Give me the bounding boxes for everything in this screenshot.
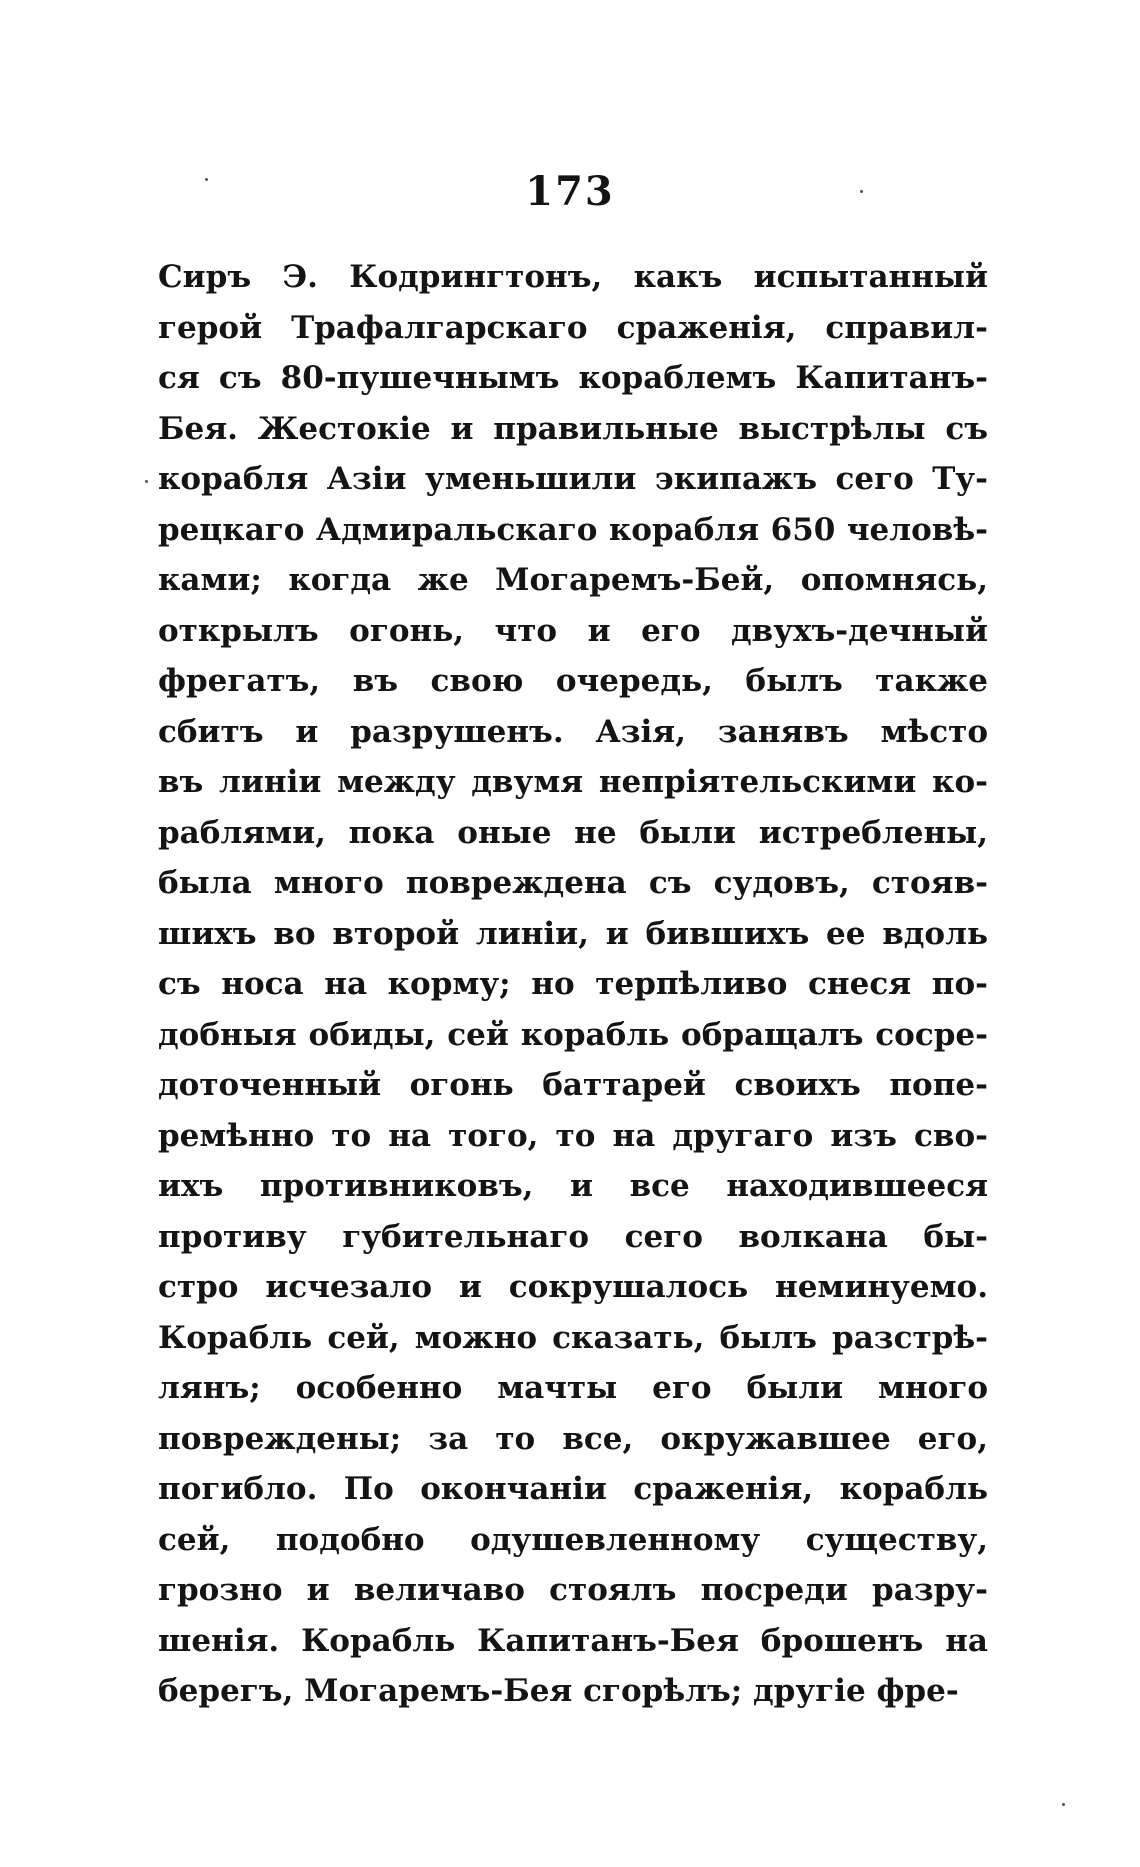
text-line: лянъ; особенно мачты его были много (158, 1370, 988, 1406)
text-line: герой Трафалгарскаго сраженія, справил- (158, 309, 988, 346)
text-line: ками; когда же Могаремъ-Бей, опомнясь, (158, 562, 988, 598)
print-speck (145, 480, 148, 483)
text-line: ся съ 80-пушечнымъ кораблемъ Капитанъ- (158, 360, 988, 396)
text-line: Корабль сей, можно сказать, былъ разстрѣ- (158, 1319, 988, 1356)
text-line: шихъ во второй линіи, и бившихъ ее вдоль (158, 915, 988, 952)
text-line: добныя обиды, сей корабль обращалъ сосре- (158, 1016, 988, 1053)
text-line: рецкаго Адмиральскаго корабля 650 человѣ- (158, 511, 988, 548)
print-speck (205, 178, 208, 181)
text-line: сбитъ и разрушенъ. Азія, занявъ мѣсто (158, 713, 988, 750)
text-line: съ носа на корму; но терпѣливо снеся по- (158, 966, 988, 1002)
text-line: Бея. Жестокіе и правильные выстрѣлы съ (158, 410, 988, 447)
text-line: была много повреждена съ судовъ, стояв- (158, 865, 988, 901)
text-line: Сиръ Э. Кодрингтонъ, какъ испытанный (158, 259, 988, 295)
print-speck (1062, 1803, 1065, 1806)
text-line: сей, подобно одушевленному существу, (158, 1521, 988, 1558)
text-line: берегъ, Могаремъ-Бея сгорѣлъ; другіе фре- (158, 1673, 959, 1709)
text-line: фрегатъ, въ свою очередь, былъ также (158, 663, 988, 699)
text-line: раблями, пока оные не были истреблены, (158, 814, 988, 851)
page-number: 173 (525, 168, 615, 215)
text-line: открылъ огонь, что и его двухъ-дечный (158, 612, 988, 649)
text-line: доточенный огонь баттарей своихъ попе- (158, 1067, 988, 1103)
text-line: грозно и величаво стоялъ посреди разру- (158, 1572, 988, 1608)
text-line: стро исчезало и сокрушалось неминуемо. (158, 1269, 988, 1305)
text-line: повреждены; за то все, окружавшее его, (158, 1420, 988, 1457)
text-line: корабля Азіи уменьшили экипажъ сего Ту- (158, 461, 988, 497)
text-line: противу губительнаго сего волкана бы- (158, 1218, 988, 1255)
text-line: погибло. По окончаніи сраженія, корабль (158, 1471, 988, 1507)
text-line: въ линіи между двумя непріятельскими ко- (158, 764, 988, 800)
print-speck (860, 190, 863, 193)
text-line: шенія. Корабль Капитанъ-Бея брошенъ на (158, 1622, 988, 1659)
text-line: ремѣнно то на того, то на другаго изъ сво- (158, 1117, 988, 1154)
body-text (158, 252, 988, 1717)
text-line: ихъ противниковъ, и все находившееся (158, 1168, 988, 1204)
